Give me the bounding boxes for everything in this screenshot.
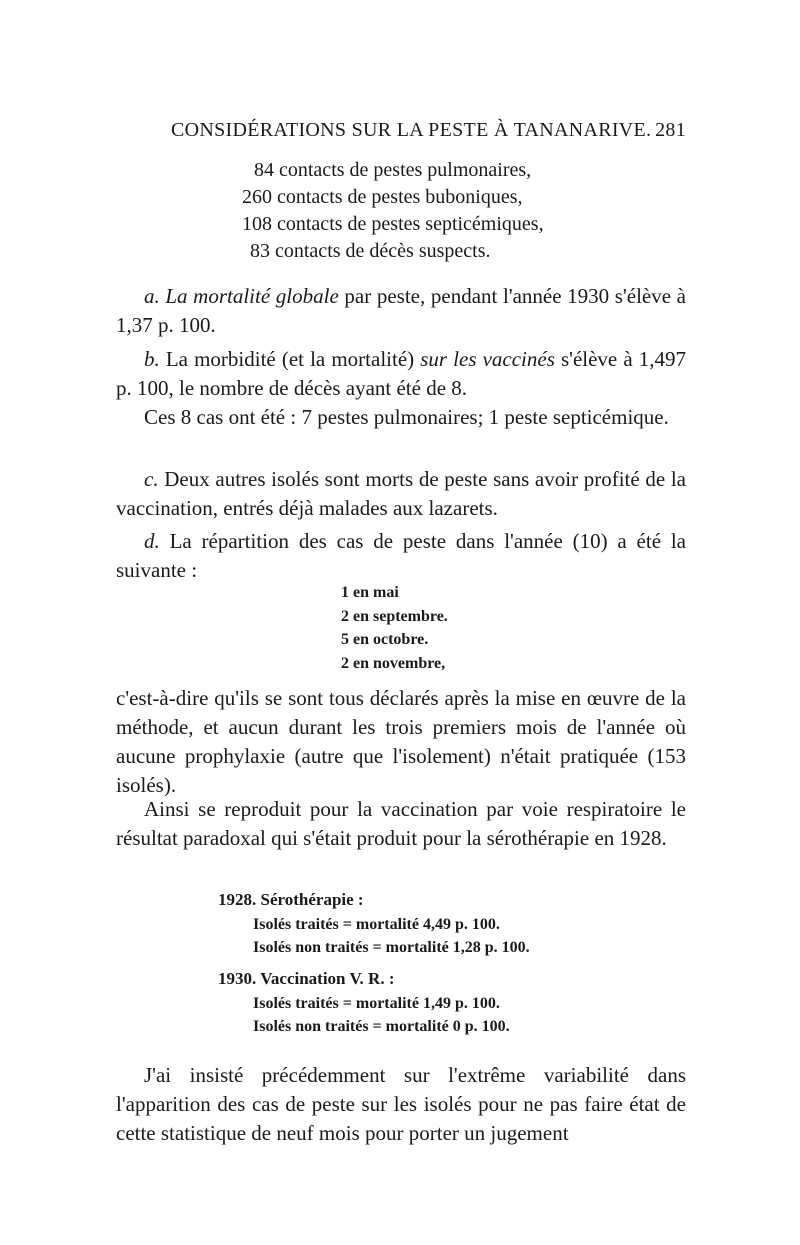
contacts-line-suspect: 83 contacts de décès suspects. [250,240,491,262]
stats-1928-treated: Isolés traités = mortalité 4,49 p. 100. [253,916,500,933]
paragraph-c [116,465,686,523]
month-row-october: 5 en octobre. [341,631,429,648]
paragraph-e-text: c'est-à-dire qu'ils se sont tous déclarés après la mise en œuvre de la méthode, et aucun durant les trois premiers mois de l'année où aucune prophylaxie (autre que l'isolement) n'était pratiquée (153 isolés). [116,686,686,797]
paragraph-b [116,345,686,432]
month-row-may: 1 en mai [341,584,399,601]
stats-1928-heading: 1928. Sérothérapie : [218,890,364,909]
paragraph-b-continuation: Ces 8 cas ont été : 7 pestes pulmonaires; 1 peste septicémique. [144,405,669,429]
paragraph-c-text: Deux autres isolés sont morts de peste sans avoir profité de la vaccination, entrés déjà malades aux lazarets. [116,467,686,520]
stats-1930-untreated: Isolés non traités = mortalité 0 p. 100. [253,1018,510,1035]
month-row-november: 2 en novembre, [341,654,446,672]
paragraph-d-label: d. [144,529,160,553]
contacts-line-septicemic: 108 contacts de pestes septicémiques, [242,213,544,235]
paragraph-f-text: Ainsi se reproduit pour la vaccination par voie respiratoire le résultat paradoxal qui s'était produit pour la sérothérapie en 1928. [116,797,686,850]
monthly-cases-list [341,581,448,675]
paragraph-d-text: La répartition des cas de peste dans l'année (10) a été la suivante : [116,529,686,582]
contacts-line-bubonic: 260 contacts de pestes buboniques, [242,186,523,208]
paragraph-a [116,282,686,340]
stats-1930 [218,966,510,1038]
stats-1928 [218,887,530,959]
paragraph-e [116,684,686,800]
paragraph-g [116,1061,686,1148]
paragraph-g-text: J'ai insisté précédemment sur l'extrême variabilité dans l'apparition des cas de peste sur les isolés pour ne pas faire état de cette statistique de neuf mois pour porter un jugement [116,1063,686,1145]
paragraph-b-emphasis: sur les vaccinés [420,347,555,371]
paragraph-b-text-end: s'élève à 1,497 p. 100, le nombre de décès ayant été de 8. [116,347,686,400]
paragraph-c-label: c. [144,467,159,491]
stats-1930-treated: Isolés traités = mortalité 1,49 p. 100. [253,995,500,1012]
header-title: CONSIDÉRATIONS SUR LA PESTE À TANANARIVE. [171,119,652,141]
paragraph-a-text: par peste, pendant l'année 1930 s'élève à 1,37 p. 100. [116,284,687,337]
page-number: 281 [655,119,686,141]
paragraph-a-label: a. [144,284,160,308]
paragraph-d [116,527,686,585]
paragraph-b-label: b. [144,347,160,371]
month-row-september: 2 en septembre. [341,607,448,625]
contacts-list [230,157,544,265]
stats-1928-untreated: Isolés non traités = mortalité 1,28 p. 100. [253,939,530,956]
paragraph-f [116,795,686,853]
stats-1930-heading: 1930. Vaccination V. R. : [218,969,395,988]
paragraph-a-emphasis: La mortalité globale [165,284,339,308]
paragraph-b-text-start: La morbidité (et la mortalité) [159,347,421,371]
contacts-line-pulmonary: 84 contacts de pestes pulmonaires, [254,159,532,181]
